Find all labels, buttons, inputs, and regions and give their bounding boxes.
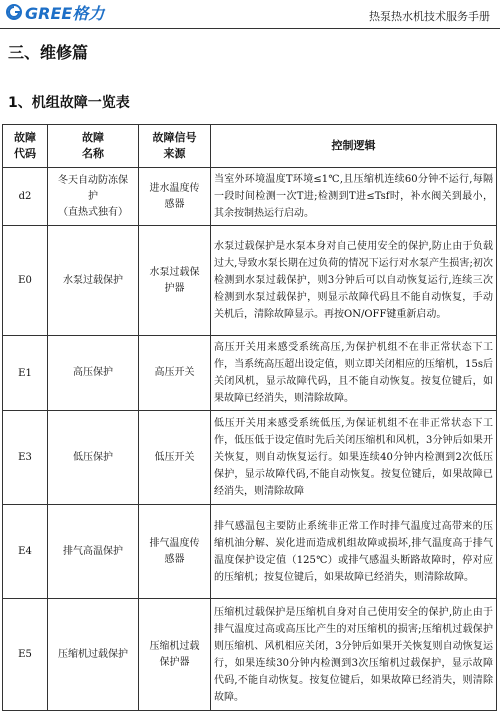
fault-name-line: 高压保护 <box>73 367 113 378</box>
fault-code: E0 <box>3 226 48 336</box>
fault-source-line: 排气温度传 <box>149 537 200 549</box>
fault-name-line: 排气高温保护 <box>63 545 123 557</box>
fault-logic: 排气感温包主要防止系统非正常工作时排气温度过高带来的压缩机油分解、炭化进而造成机组故障或损坏,排气温度高于排气温度保护设定值（125℃）或排气感温头断路故障时，停对应的压缩机；按复位键后，如果故障已经消失，则清除故障。 <box>211 505 497 599</box>
fault-code: E3 <box>3 411 48 505</box>
fault-name <box>48 505 139 599</box>
header-logic: 控制逻辑 <box>211 125 497 168</box>
fault-source-line: 低压开关 <box>154 451 195 463</box>
fault-source <box>139 168 211 226</box>
fault-code: d2 <box>3 168 48 226</box>
fault-source <box>139 226 211 336</box>
sub-title: 1、机组故障一览表 <box>8 95 130 111</box>
logo-text: GREE格力 <box>25 3 105 23</box>
section-title: 三、维修篇 <box>8 43 89 62</box>
fault-source <box>139 336 211 411</box>
fault-name-line: 低压保护 <box>73 451 113 463</box>
table-row <box>3 505 497 599</box>
header-code-line: 故障 <box>14 131 36 144</box>
fault-table <box>2 124 497 711</box>
table-row <box>3 336 497 411</box>
fault-source-line: 护器 <box>164 282 185 294</box>
header-source-line: 来源 <box>163 147 186 160</box>
fault-source-line: 压缩机过载 <box>149 640 200 652</box>
fault-name <box>48 411 139 505</box>
fault-logic: 低压开关用来感受系统低压,为保证机组不在非正常状态下工作，低压低于设定值时先后关闭压缩机和风机，3分钟后如果开关恢复，则自动恢复运行。如果连续40分钟内检测到2次低压保护，显示故障代码,不能自动恢复。按复位键后，如果故障已经消失，则清除故障 <box>211 411 497 505</box>
fault-source-line: 感器 <box>164 553 185 565</box>
header-code-line: 代码 <box>14 147 36 160</box>
manual-title: 热泵热水机技术服务手册 <box>369 10 490 23</box>
fault-source-line: 感器 <box>164 198 185 210</box>
header-source-line: 故障信号 <box>152 131 197 144</box>
header-code <box>3 125 48 168</box>
fault-name <box>48 599 139 711</box>
table-row <box>3 411 497 505</box>
fault-logic: 当室外环境温度T环境≤1℃,且压缩机连续60分钟不运行,每隔一段时间检测一次T进;检测到T进≤Tsf时，补水阀关到最小，其余按制热运行启动。 <box>211 168 497 226</box>
fault-code: E4 <box>3 505 48 599</box>
table-row <box>3 599 497 711</box>
gree-logo-icon <box>6 4 22 20</box>
fault-source-line: 高压开关 <box>154 367 195 378</box>
fault-name-line: 冬天自动防冻保 <box>58 174 128 186</box>
fault-name-line: （直热式独有） <box>58 206 128 218</box>
fault-logic: 高压开关用来感受系统高压,为保护机组不在非正常状态下工作，当系统高压超出设定值，则立即关闭相应的压缩机，15s后关闭风机，显示故障代码，且不能自动恢复。按复位键后，如果故障已经消失，则清除故障。 <box>211 336 497 411</box>
page-header <box>0 0 500 28</box>
fault-logic: 水泵过载保护是水泵本身对自己使用安全的保护,防止由于负载过大,导致水泵长期在过负荷的情况下运行对水泵产生损害;初次检测到水泵过载保护，则3分钟后可以自动恢复运行,连续三次检测到水泵过载保护，则显示故障代码且不能自动恢复，手动关机后，清除故障显示。再按ON/OFF键重新启动。 <box>211 226 497 336</box>
fault-name <box>48 226 139 336</box>
table-row <box>3 168 497 226</box>
fault-source-line: 水泵过载保 <box>149 266 200 278</box>
gree-logo <box>6 2 104 22</box>
fault-logic: 压缩机过载保护是压缩机自身对自己使用安全的保护,防止由于排气温度过高或高压比产生的对压缩机的损害;压缩机过载保护则压缩机、风机相应关闭，3分钟后如果开关恢复则自动恢复运行，如果连续30分钟内检测到3次压缩机过载保护，显示故障代码,不能自动恢复。按复位键后，如果故障已经消失，则清除故障。 <box>211 599 497 711</box>
fault-code: E5 <box>3 599 48 711</box>
header-source <box>139 125 211 168</box>
fault-name <box>48 168 139 226</box>
fault-source-line: 进水温度传 <box>149 182 200 194</box>
fault-name-line: 压缩机过载保护 <box>58 648 128 660</box>
fault-name-line: 护 <box>88 190 98 202</box>
table-header-row <box>3 125 497 168</box>
fault-source <box>139 505 211 599</box>
header-name-line: 名称 <box>82 147 104 160</box>
fault-source <box>139 599 211 711</box>
header-name-line: 故障 <box>82 131 104 144</box>
header-name <box>48 125 139 168</box>
header-divider <box>0 28 500 29</box>
table-row <box>3 226 497 336</box>
fault-name <box>48 336 139 411</box>
fault-code: E1 <box>3 336 48 411</box>
fault-source-line: 保护器 <box>159 656 190 668</box>
fault-source <box>139 411 211 505</box>
fault-name-line: 水泵过载保护 <box>63 274 123 286</box>
